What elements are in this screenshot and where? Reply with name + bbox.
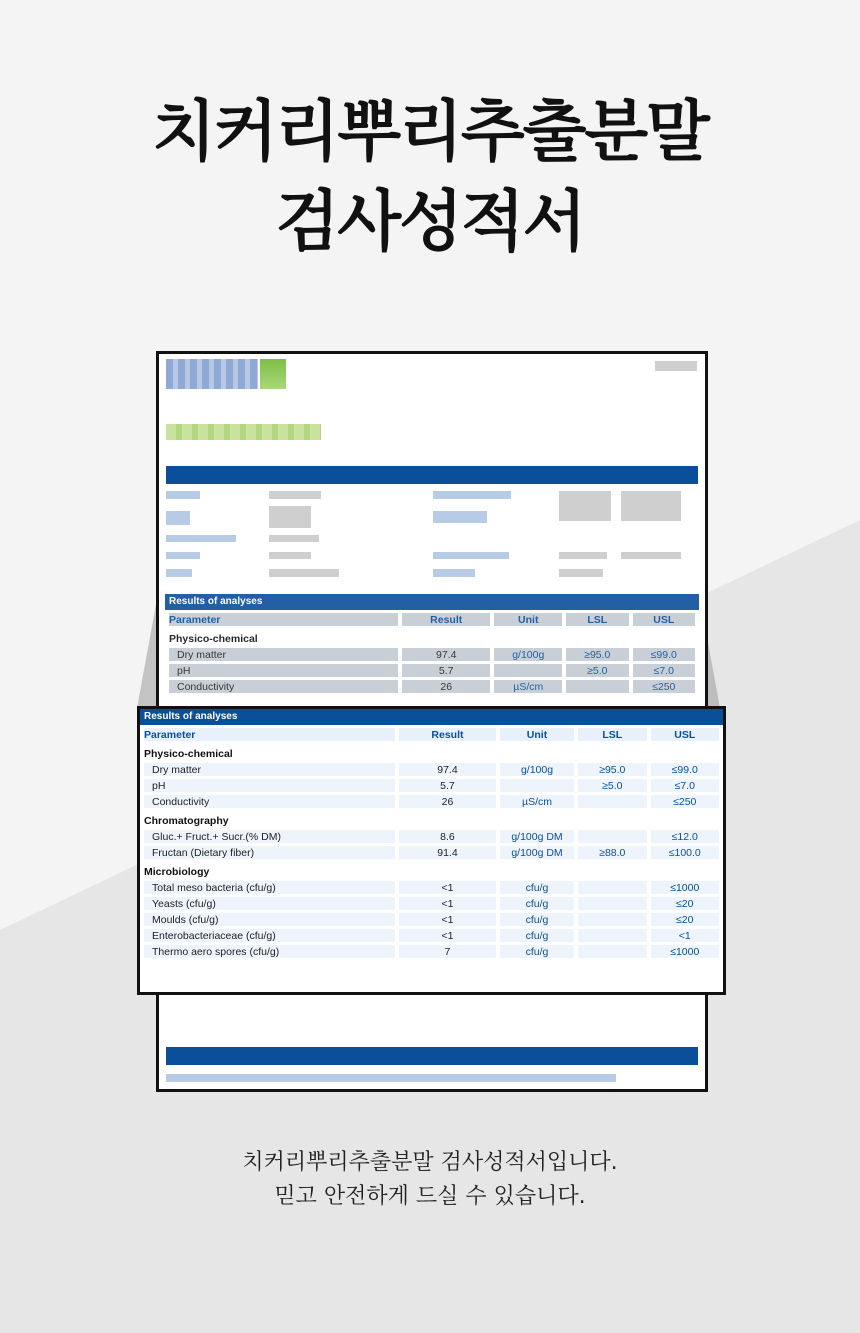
- param-usl: <1: [651, 929, 719, 942]
- info-header-bar: [166, 466, 698, 484]
- param-result: <1: [399, 913, 496, 926]
- redacted-field: [166, 552, 200, 559]
- param-unit: cfu/g: [500, 913, 574, 926]
- param-name: Enterobacteriaceae (cfu/g): [144, 929, 395, 942]
- redacted-value: [559, 491, 611, 521]
- page-title-line2: 검사성적서: [275, 183, 585, 260]
- category-label: Microbiology: [144, 865, 210, 878]
- category-label: Physico-chemical: [144, 747, 233, 760]
- page-title-line1: 치커리뿌리추출분말: [152, 93, 708, 170]
- param-name: Yeasts (cfu/g): [144, 897, 395, 910]
- redacted-value: [269, 552, 311, 559]
- param-result: 97.4: [399, 763, 496, 776]
- param-name: Fructan (Dietary fiber): [144, 846, 395, 859]
- param-usl: ≤100.0: [651, 846, 719, 859]
- redacted-field: [433, 491, 511, 499]
- param-result: 26: [399, 795, 496, 808]
- param-usl: ≤99.0: [651, 763, 719, 776]
- redacted-value: [269, 491, 321, 499]
- redacted-value: [621, 491, 681, 521]
- param-name: Conductivity: [144, 795, 395, 808]
- param-unit: g/100g: [500, 763, 574, 776]
- hdr-parameter: Parameter: [144, 728, 395, 741]
- param-name: Moulds (cfu/g): [144, 913, 395, 926]
- caption-line2: 믿고 안전하게 드실 수 있습니다.: [274, 1184, 586, 1209]
- redacted-field: [166, 491, 200, 499]
- param-lsl: ≥5.0: [566, 664, 628, 677]
- param-name: Total meso bacteria (cfu/g): [144, 881, 395, 894]
- param-name: Dry matter: [144, 763, 395, 776]
- redacted-field: [433, 552, 509, 559]
- param-lsl: ≥95.0: [566, 648, 628, 661]
- redacted-value: [621, 552, 681, 559]
- param-lsl: [578, 795, 646, 808]
- param-unit: cfu/g: [500, 897, 574, 910]
- results-table-dim: [165, 610, 699, 696]
- param-lsl: [578, 881, 646, 894]
- caption-line1: 치커리뿌리추출분말 검사성적서입니다.: [242, 1150, 618, 1175]
- redacted-field: [433, 569, 475, 577]
- redacted-value: [269, 535, 319, 542]
- results-table: [140, 725, 723, 961]
- category-label: Chromatography: [144, 814, 229, 827]
- results-zoom-panel: [137, 706, 726, 995]
- param-lsl: [566, 680, 628, 693]
- param-name: Conductivity: [169, 680, 398, 693]
- param-usl: ≤1000: [651, 881, 719, 894]
- hdr-usl: USL: [633, 613, 695, 626]
- footer-header-bar: [166, 1047, 698, 1065]
- hdr-usl: USL: [651, 728, 719, 741]
- redacted-value: [269, 569, 339, 577]
- param-usl: ≤12.0: [651, 830, 719, 843]
- company-logo-mark: [260, 359, 286, 389]
- param-usl: ≤20: [651, 913, 719, 926]
- param-unit: µS/cm: [494, 680, 562, 693]
- param-result: 8.6: [399, 830, 496, 843]
- hdr-parameter: Parameter: [169, 613, 398, 626]
- param-unit: g/100g: [494, 648, 562, 661]
- hdr-lsl: LSL: [578, 728, 646, 741]
- redacted-field: [433, 511, 487, 523]
- category-label: Physico-chemical: [169, 632, 258, 645]
- param-name: Gluc.+ Fruct.+ Sucr.(% DM): [144, 830, 395, 843]
- hdr-unit: Unit: [494, 613, 562, 626]
- redacted-footer-text: [166, 1074, 616, 1082]
- param-result: 5.7: [402, 664, 490, 677]
- param-lsl: ≥95.0: [578, 763, 646, 776]
- param-result: 97.4: [402, 648, 490, 661]
- param-result: 7: [399, 945, 496, 958]
- hdr-unit: Unit: [500, 728, 574, 741]
- param-result: 5.7: [399, 779, 496, 792]
- param-result: <1: [399, 897, 496, 910]
- param-result: <1: [399, 929, 496, 942]
- redacted-field: [166, 511, 190, 525]
- param-lsl: [578, 830, 646, 843]
- results-title-dim: Results of analyses: [165, 594, 699, 610]
- param-result: <1: [399, 881, 496, 894]
- param-lsl: ≥5.0: [578, 779, 646, 792]
- param-usl: ≤7.0: [633, 664, 695, 677]
- param-unit: cfu/g: [500, 945, 574, 958]
- redacted-value: [559, 552, 607, 559]
- param-name: pH: [169, 664, 398, 677]
- redacted-value: [269, 506, 311, 528]
- param-lsl: [578, 945, 646, 958]
- param-usl: ≤1000: [651, 945, 719, 958]
- redacted-ref: [655, 361, 697, 371]
- param-lsl: [578, 913, 646, 926]
- param-lsl: ≥88.0: [578, 846, 646, 859]
- param-unit: [494, 664, 562, 677]
- param-unit: µS/cm: [500, 795, 574, 808]
- param-result: 91.4: [399, 846, 496, 859]
- param-result: 26: [402, 680, 490, 693]
- redacted-field: [166, 569, 192, 577]
- company-logo: [166, 359, 258, 389]
- param-usl: ≤20: [651, 897, 719, 910]
- param-unit: g/100g DM: [500, 846, 574, 859]
- param-usl: ≤99.0: [633, 648, 695, 661]
- param-lsl: [578, 929, 646, 942]
- param-usl: ≤250: [633, 680, 695, 693]
- redacted-value: [559, 569, 603, 577]
- param-name: Dry matter: [169, 648, 398, 661]
- hdr-lsl: LSL: [566, 613, 628, 626]
- param-usl: ≤250: [651, 795, 719, 808]
- param-lsl: [578, 897, 646, 910]
- hdr-result: Result: [402, 613, 490, 626]
- param-name: Thermo aero spores (cfu/g): [144, 945, 395, 958]
- redacted-doc-title: [166, 424, 321, 440]
- hdr-result: Result: [399, 728, 496, 741]
- results-title: Results of analyses: [140, 709, 723, 725]
- param-unit: [500, 779, 574, 792]
- param-unit: cfu/g: [500, 929, 574, 942]
- param-unit: g/100g DM: [500, 830, 574, 843]
- param-usl: ≤7.0: [651, 779, 719, 792]
- results-table-dimmed: [165, 594, 699, 696]
- param-unit: cfu/g: [500, 881, 574, 894]
- redacted-field: [166, 535, 236, 542]
- param-name: pH: [144, 779, 395, 792]
